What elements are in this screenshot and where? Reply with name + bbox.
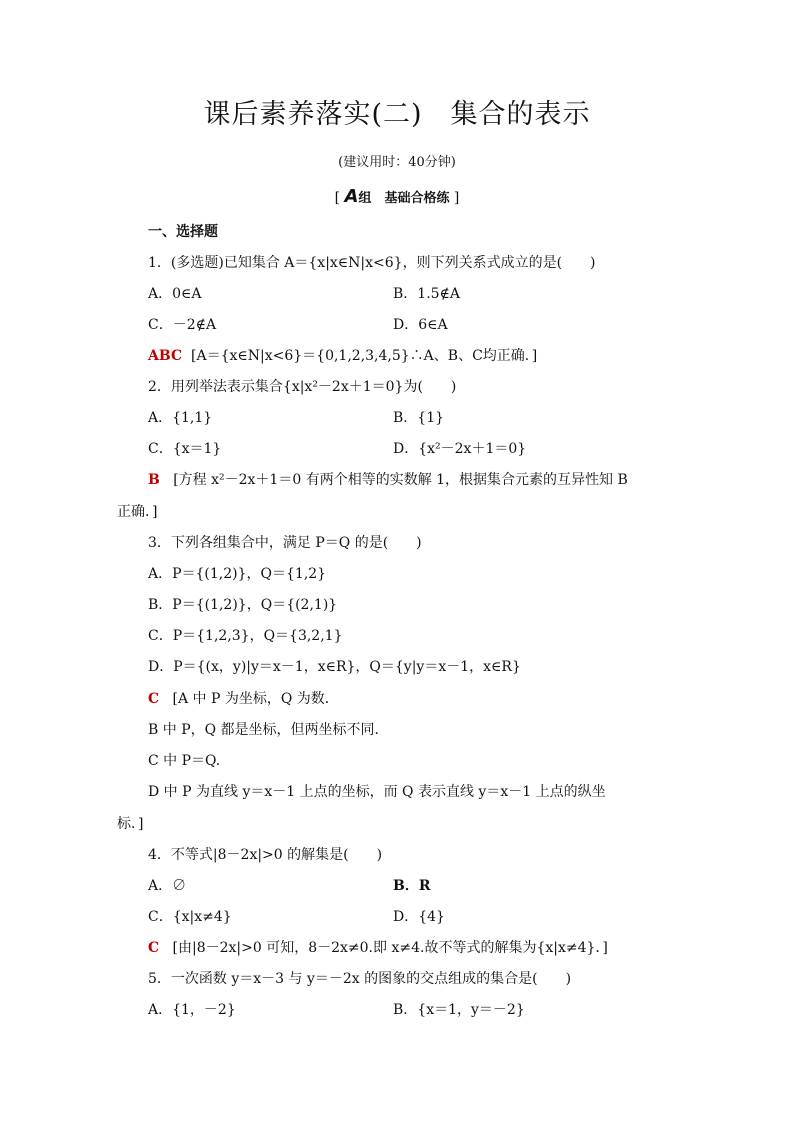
q4-option-b: B．R — [393, 878, 431, 894]
q3-answer-line-2: B 中 P，Q 都是坐标，但两坐标不同． — [148, 722, 389, 738]
title-left: 课后素养落实(二) — [203, 99, 423, 130]
group-text: 组 基础合格练 — [358, 191, 450, 206]
q3-answer-line-5: 标．] — [117, 816, 144, 832]
page-title — [0, 97, 794, 133]
q5-option-a: A．{1，－2} — [148, 1002, 236, 1018]
q3-answer — [148, 689, 339, 709]
q1-answer-text: [A＝{x∈N|x<6}＝{0,1,2,3,4,5}∴A、B、C均正确．] — [191, 348, 538, 364]
q1-stem: 1．(多选题)已知集合 A＝{x|x∈N|x<6}，则下列关系式成立的是( ) — [148, 255, 596, 271]
q3-answer-line-4: D 中 P 为直线 y＝x－1 上点的坐标，而 Q 表示直线 y＝x－1 上点的纵坐 — [148, 784, 606, 800]
q3-answer-letter: C — [148, 691, 160, 707]
q2-answer-text-2: 正确．] — [117, 504, 158, 520]
q2-option-b: B．{1} — [393, 410, 445, 426]
q3-option-b: B．P＝{(1,2)}，Q＝{(2,1)} — [148, 597, 338, 613]
q3-answer-line-1: [A 中 P 为坐标，Q 为数． — [172, 691, 339, 707]
q2-answer-letter: B — [148, 472, 160, 488]
q4-option-c: C．{x|x≠4} — [148, 909, 232, 925]
q1-option-b: B．1.5∉A — [393, 286, 461, 302]
q1-option-c: C．－2∉A — [148, 317, 217, 333]
q1-option-d: D．6∈A — [393, 317, 448, 333]
q2-answer-text-1: [方程 x²－2x＋1＝0 有两个相等的实数解 1，根据集合元素的互异性知 B — [173, 472, 628, 488]
group-letter: A — [344, 186, 359, 207]
title-right: 集合的表示 — [450, 99, 591, 130]
q1-answer-letter: ABC — [148, 348, 183, 364]
q4-answer-letter: C — [148, 940, 160, 956]
q3-answer-line-3: C 中 P＝Q. — [148, 753, 221, 769]
q2-option-c: C．{x＝1} — [148, 441, 222, 457]
q5-stem: 5．一次函数 y＝x－3 与 y＝－2x 的图象的交点组成的集合是( ) — [148, 971, 572, 987]
group-close-bracket: ] — [453, 190, 460, 206]
q1-option-a: A．0∈A — [148, 286, 202, 302]
q3-option-c: C．P＝{1,2,3}，Q＝{3,2,1} — [148, 628, 343, 644]
section-label: 一、选择题 — [148, 224, 218, 240]
q3-option-d: D．P＝{(x，y)|y＝x－1，x∈R}，Q＝{y|y＝x－1，x∈R} — [148, 659, 521, 675]
q5-option-b: B．{x＝1，y＝－2} — [393, 1002, 525, 1018]
q2-option-d: D．{x²－2x＋1＝0} — [393, 441, 527, 457]
time-note: (建议用时：40分钟) — [338, 155, 456, 170]
q3-option-a: A．P＝{(1,2)}，Q＝{1,2} — [148, 566, 327, 582]
group-heading — [0, 186, 794, 210]
q2-stem: 2．用列举法表示集合{x|x²－2x＋1＝0}为( ) — [148, 379, 457, 395]
q4-stem: 4．不等式|8－2x|>0 的解集是( ) — [148, 847, 383, 863]
q2-option-a: A．{1,1} — [148, 410, 213, 426]
q4-answer — [148, 938, 608, 958]
q3-stem: 3．下列各组集合中，满足 P＝Q 的是( ) — [148, 535, 422, 551]
group-open-bracket: [ — [334, 190, 341, 206]
q4-answer-text: [由|8－2x|>0 可知，8－2x≠0.即 x≠4.故不等式的解集为{x|x≠4}．] — [172, 940, 608, 956]
q1-answer — [148, 346, 537, 366]
q4-option-d: D．{4} — [393, 909, 445, 925]
q2-answer — [148, 470, 628, 490]
q4-option-a: A．∅ — [148, 878, 187, 894]
